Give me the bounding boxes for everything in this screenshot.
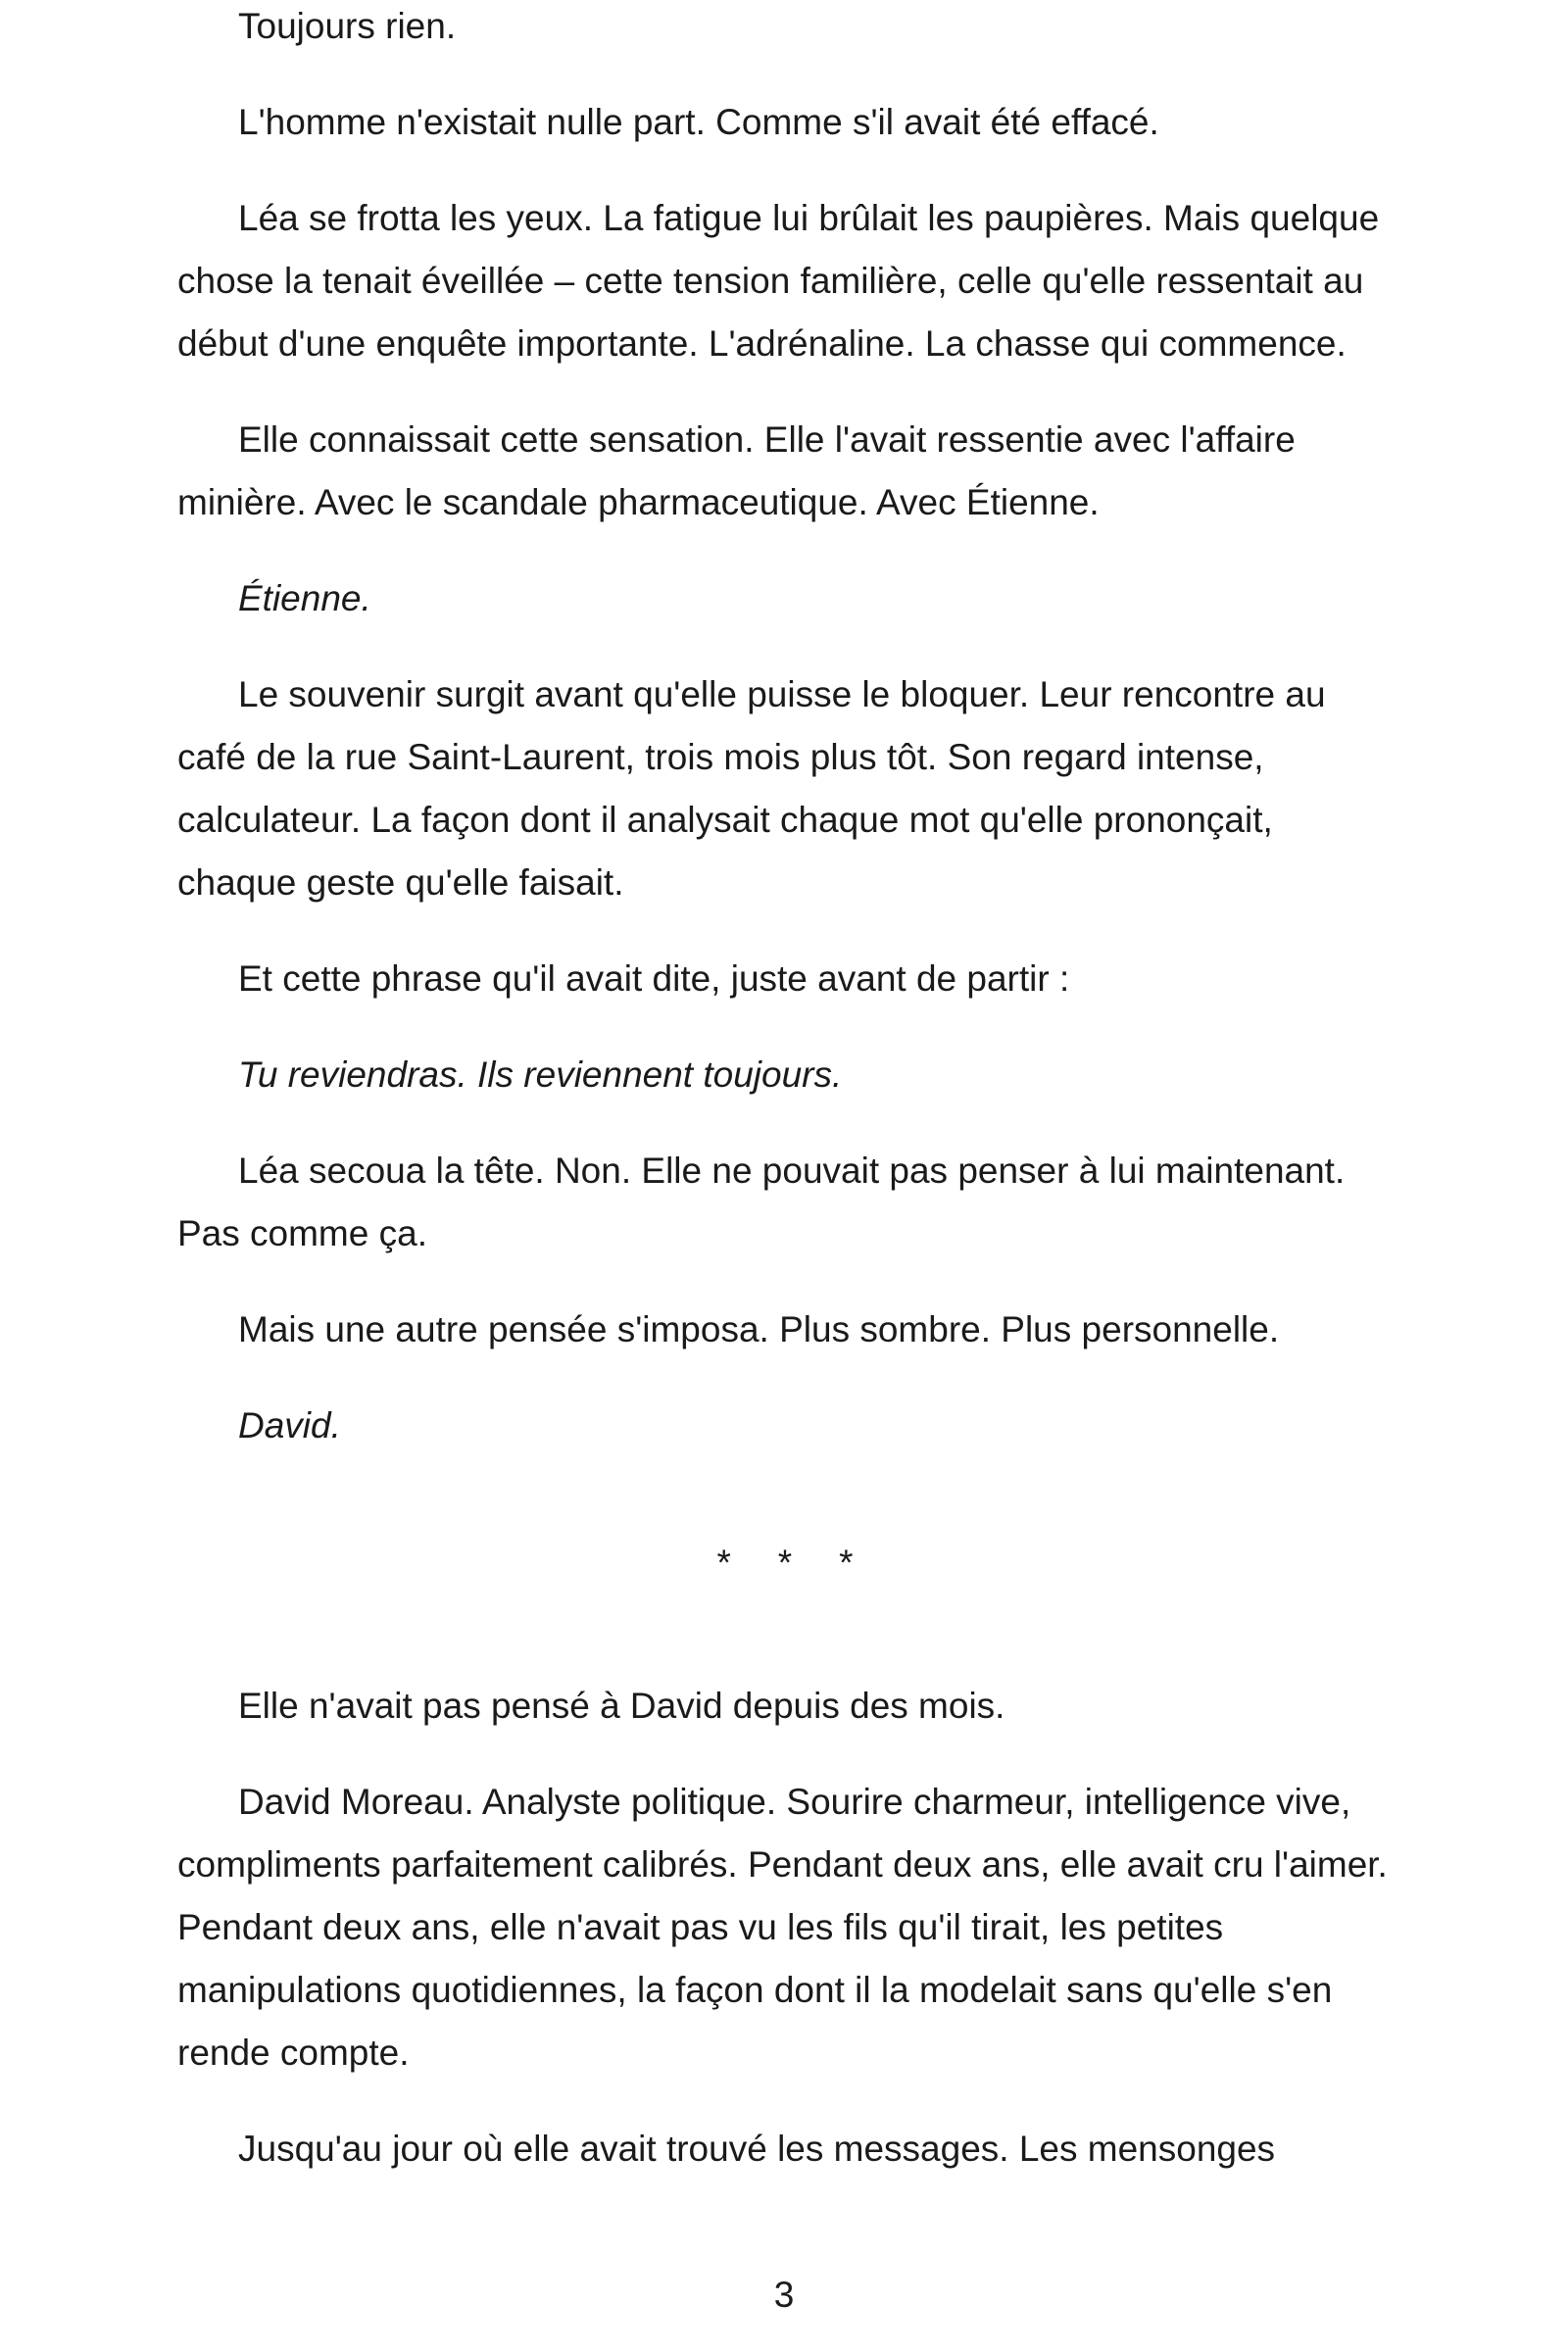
paragraph: David Moreau. Analyste politique. Sourire charmeur, intelligence vive, compliments parfaitement calibrés. Pendant deux ans, elle avait cru l'aimer. Pendant deux ans, elle n'avait pas vu les fils qu'il tirait, les petites manipulations quotidiennes, la façon dont il la modelait sans qu'elle s'en rende compte. <box>177 1782 1388 2073</box>
paragraph: Léa se frotta les yeux. La fatigue lui brûlait les paupières. Mais quelque chose la tenait éveillée – cette tension familière, celle qu'elle ressentait au début d'une enquête importante. L'adrénaline. La chasse qui commence. <box>177 198 1380 364</box>
paragraph: Elle connaissait cette sensation. Elle l'avait ressentie avec l'affaire minière. Avec le scandale pharmaceutique. Avec Étienne. <box>177 419 1296 522</box>
italic-paragraph: Étienne. <box>238 578 371 618</box>
paragraph: L'homme n'existait nulle part. Comme s'il avait été effacé. <box>238 102 1159 142</box>
page-number: 3 <box>773 2275 795 2315</box>
paragraph: Et cette phrase qu'il avait dite, juste avant de partir : <box>238 958 1070 999</box>
paragraph: Le souvenir surgit avant qu'elle puisse le bloquer. Leur rencontre au café de la rue Saint-Laurent, trois mois plus tôt. Son regard intense, calculateur. La façon dont il analysait chaque mot qu'elle prononçait, chaque geste qu'elle faisait. <box>177 674 1326 903</box>
body-text <box>177 0 1393 2214</box>
paragraph: Toujours rien. <box>238 6 457 46</box>
scene-break-asterisk: * <box>839 1543 854 1583</box>
scene-break-asterisk: * <box>777 1543 793 1583</box>
scene-break <box>177 1491 1393 1647</box>
scene-break-asterisk: * <box>716 1543 731 1583</box>
paragraph: Mais une autre pensée s'imposa. Plus sombre. Plus personnelle. <box>238 1309 1280 1349</box>
paragraph: Elle n'avait pas pensé à David depuis des mois. <box>238 1686 1005 1726</box>
italic-paragraph: Tu reviendras. Ils reviennent toujours. <box>238 1054 843 1095</box>
paragraph: Léa secoua la tête. Non. Elle ne pouvait pas penser à lui maintenant. Pas comme ça. <box>177 1151 1346 1253</box>
paragraph: Jusqu'au jour où elle avait trouvé les messages. Les mensonges <box>238 2129 1276 2169</box>
italic-paragraph: David. <box>238 1405 341 1446</box>
